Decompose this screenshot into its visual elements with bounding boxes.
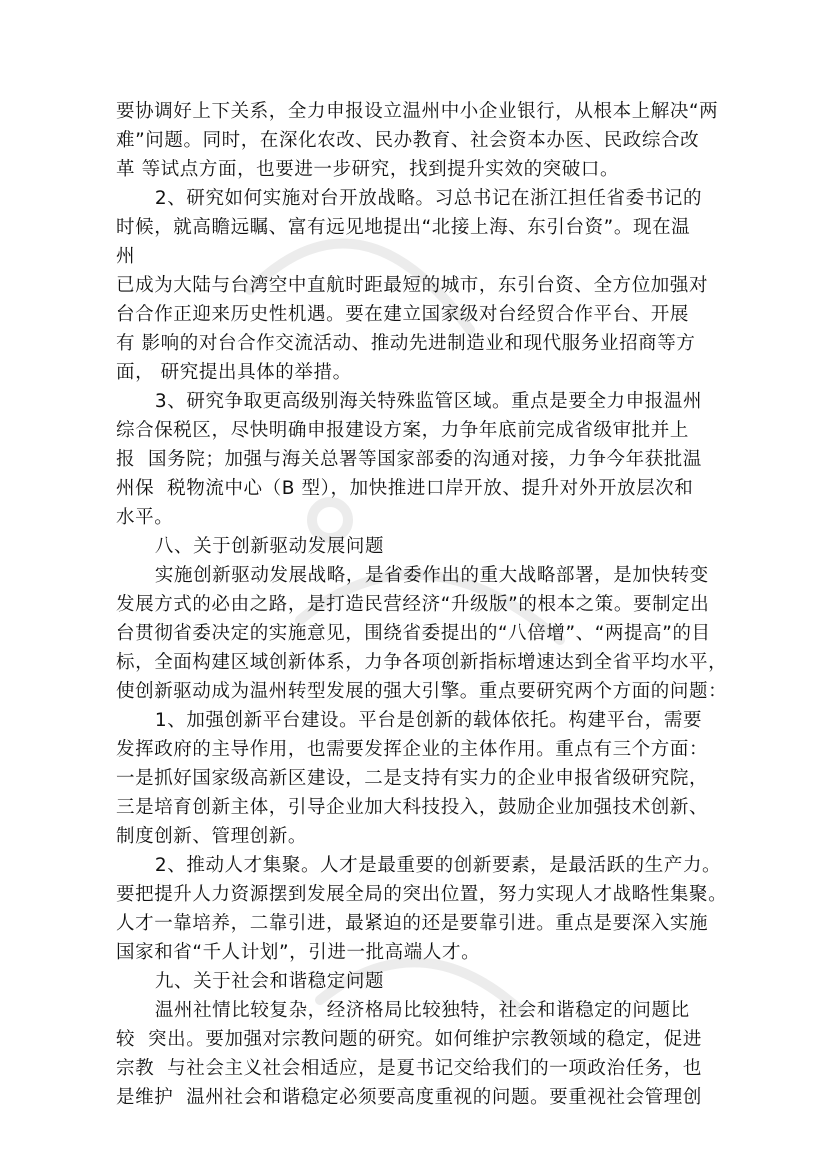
text-line: 要协调好上下关系，全力申报设立温州中小企业银行，从根本上解决“两 bbox=[116, 101, 719, 122]
text-line: 发展方式的必由之路，是打造民营经济“升级版”的根本之策。要制定出 bbox=[116, 594, 710, 615]
text-line: 人才一靠培养，二靠引进，最紧迫的还是要靠引进。重点是要深入实施 bbox=[116, 913, 709, 934]
text-line: 台贯彻省委决定的实施意见，围绕省委提出的“八倍增”、“两提高”的目 bbox=[116, 623, 711, 644]
text-line: 革 等试点方面，也要进一步研究，找到提升实效的突破口。 bbox=[116, 159, 620, 180]
text-line: 3、研究争取更高级别海关特殊监管区域。重点是要全力申报温州 bbox=[116, 391, 703, 412]
text-line: 报 国务院；加强与海关总署等国家部委的沟通对接，力争今年获批温 bbox=[116, 449, 702, 470]
watermark-mark bbox=[312, 502, 348, 538]
text-line: 一是抓好国家级高新区建设，二是支持有实力的企业申报省级研究院， bbox=[116, 768, 709, 789]
text-line: 宗教 与社会主义社会相适应，是夏书记交给我们的一项政治任务，也 bbox=[116, 1058, 702, 1079]
section-heading: 八、关于创新驱动发展问题 bbox=[116, 536, 385, 557]
text-line: 发挥政府的主导作用，也需要发挥企业的主体作用。重点有三个方面： bbox=[116, 739, 709, 760]
text-line: 综合保税区，尽快明确申报建设方案，力争年底前完成省级审批并上 bbox=[116, 420, 690, 441]
text-line: 标，全面构建区域创新体系，力争各项创新指标增速达到全省平均水平， bbox=[116, 652, 728, 673]
section-heading: 九、关于社会和谐稳定问题 bbox=[116, 971, 385, 992]
text-line: 面， 研究提出具体的举措。 bbox=[116, 362, 352, 383]
text-line: 制度创新、管理创新。 bbox=[116, 826, 308, 847]
text-line: 使创新驱动成为温州转型发展的强大引擎。重点要研究两个方面的问题： bbox=[116, 681, 728, 702]
text-line: 有 影响的对台合作交流活动、推动先进制造业和现代服务业招商等方 bbox=[116, 333, 696, 354]
text-line: 是维护 温州社会和谐稳定必须要高度重视的问题。要重视社会管理创 bbox=[116, 1087, 702, 1108]
text-line: 实施创新驱动发展战略，是省委作出的重大战略部署，是加快转变 bbox=[116, 565, 709, 586]
text-line: 水平。 bbox=[116, 507, 174, 528]
text-line: 1、加强创新平台建设。平台是创新的载体依托。构建平台，需要 bbox=[116, 710, 703, 731]
text-line: 州 bbox=[116, 246, 136, 267]
text-line: 台合作正迎来历史性机遇。要在建立国家级对台经贸合作平台、开展 bbox=[116, 304, 690, 325]
text-line: 州保 税物流中心（B 型），加快推进口岸开放、提升对外开放层次和 bbox=[116, 478, 694, 499]
text-line: 难”问题。同时，在深化农改、民办教育、社会资本办医、民政综合改 bbox=[116, 130, 700, 151]
text-line: 已成为大陆与台湾空中直航时距最短的城市，东引台资、全方位加强对 bbox=[116, 275, 709, 296]
text-line: 较 突出。要加强对宗教问题的研究。如何维护宗教领域的稳定，促进 bbox=[116, 1029, 702, 1050]
text-line: 2、推动人才集聚。人才是最重要的创新要素，是最活跃的生产力。 bbox=[116, 855, 722, 876]
text-line: 温州社情比较复杂，经济格局比较独特，社会和谐稳定的问题比 bbox=[116, 1000, 690, 1021]
text-line: 国家和省“千人计划”，引进一批高端人才。 bbox=[116, 942, 481, 963]
text-line: 时候，就高瞻远瞩、富有远见地提出“北接上海、东引台资”。现在温 bbox=[116, 217, 691, 238]
text-line: 要把提升人力资源摆到发展全局的突出位置，努力实现人才战略性集聚。 bbox=[116, 884, 728, 905]
text-line: 2、研究如何实施对台开放战略。习总书记在浙江担任省委书记的 bbox=[116, 188, 703, 209]
text-line: 三是培育创新主体，引导企业加大科技投入，鼓励企业加强技术创新、 bbox=[116, 797, 709, 818]
